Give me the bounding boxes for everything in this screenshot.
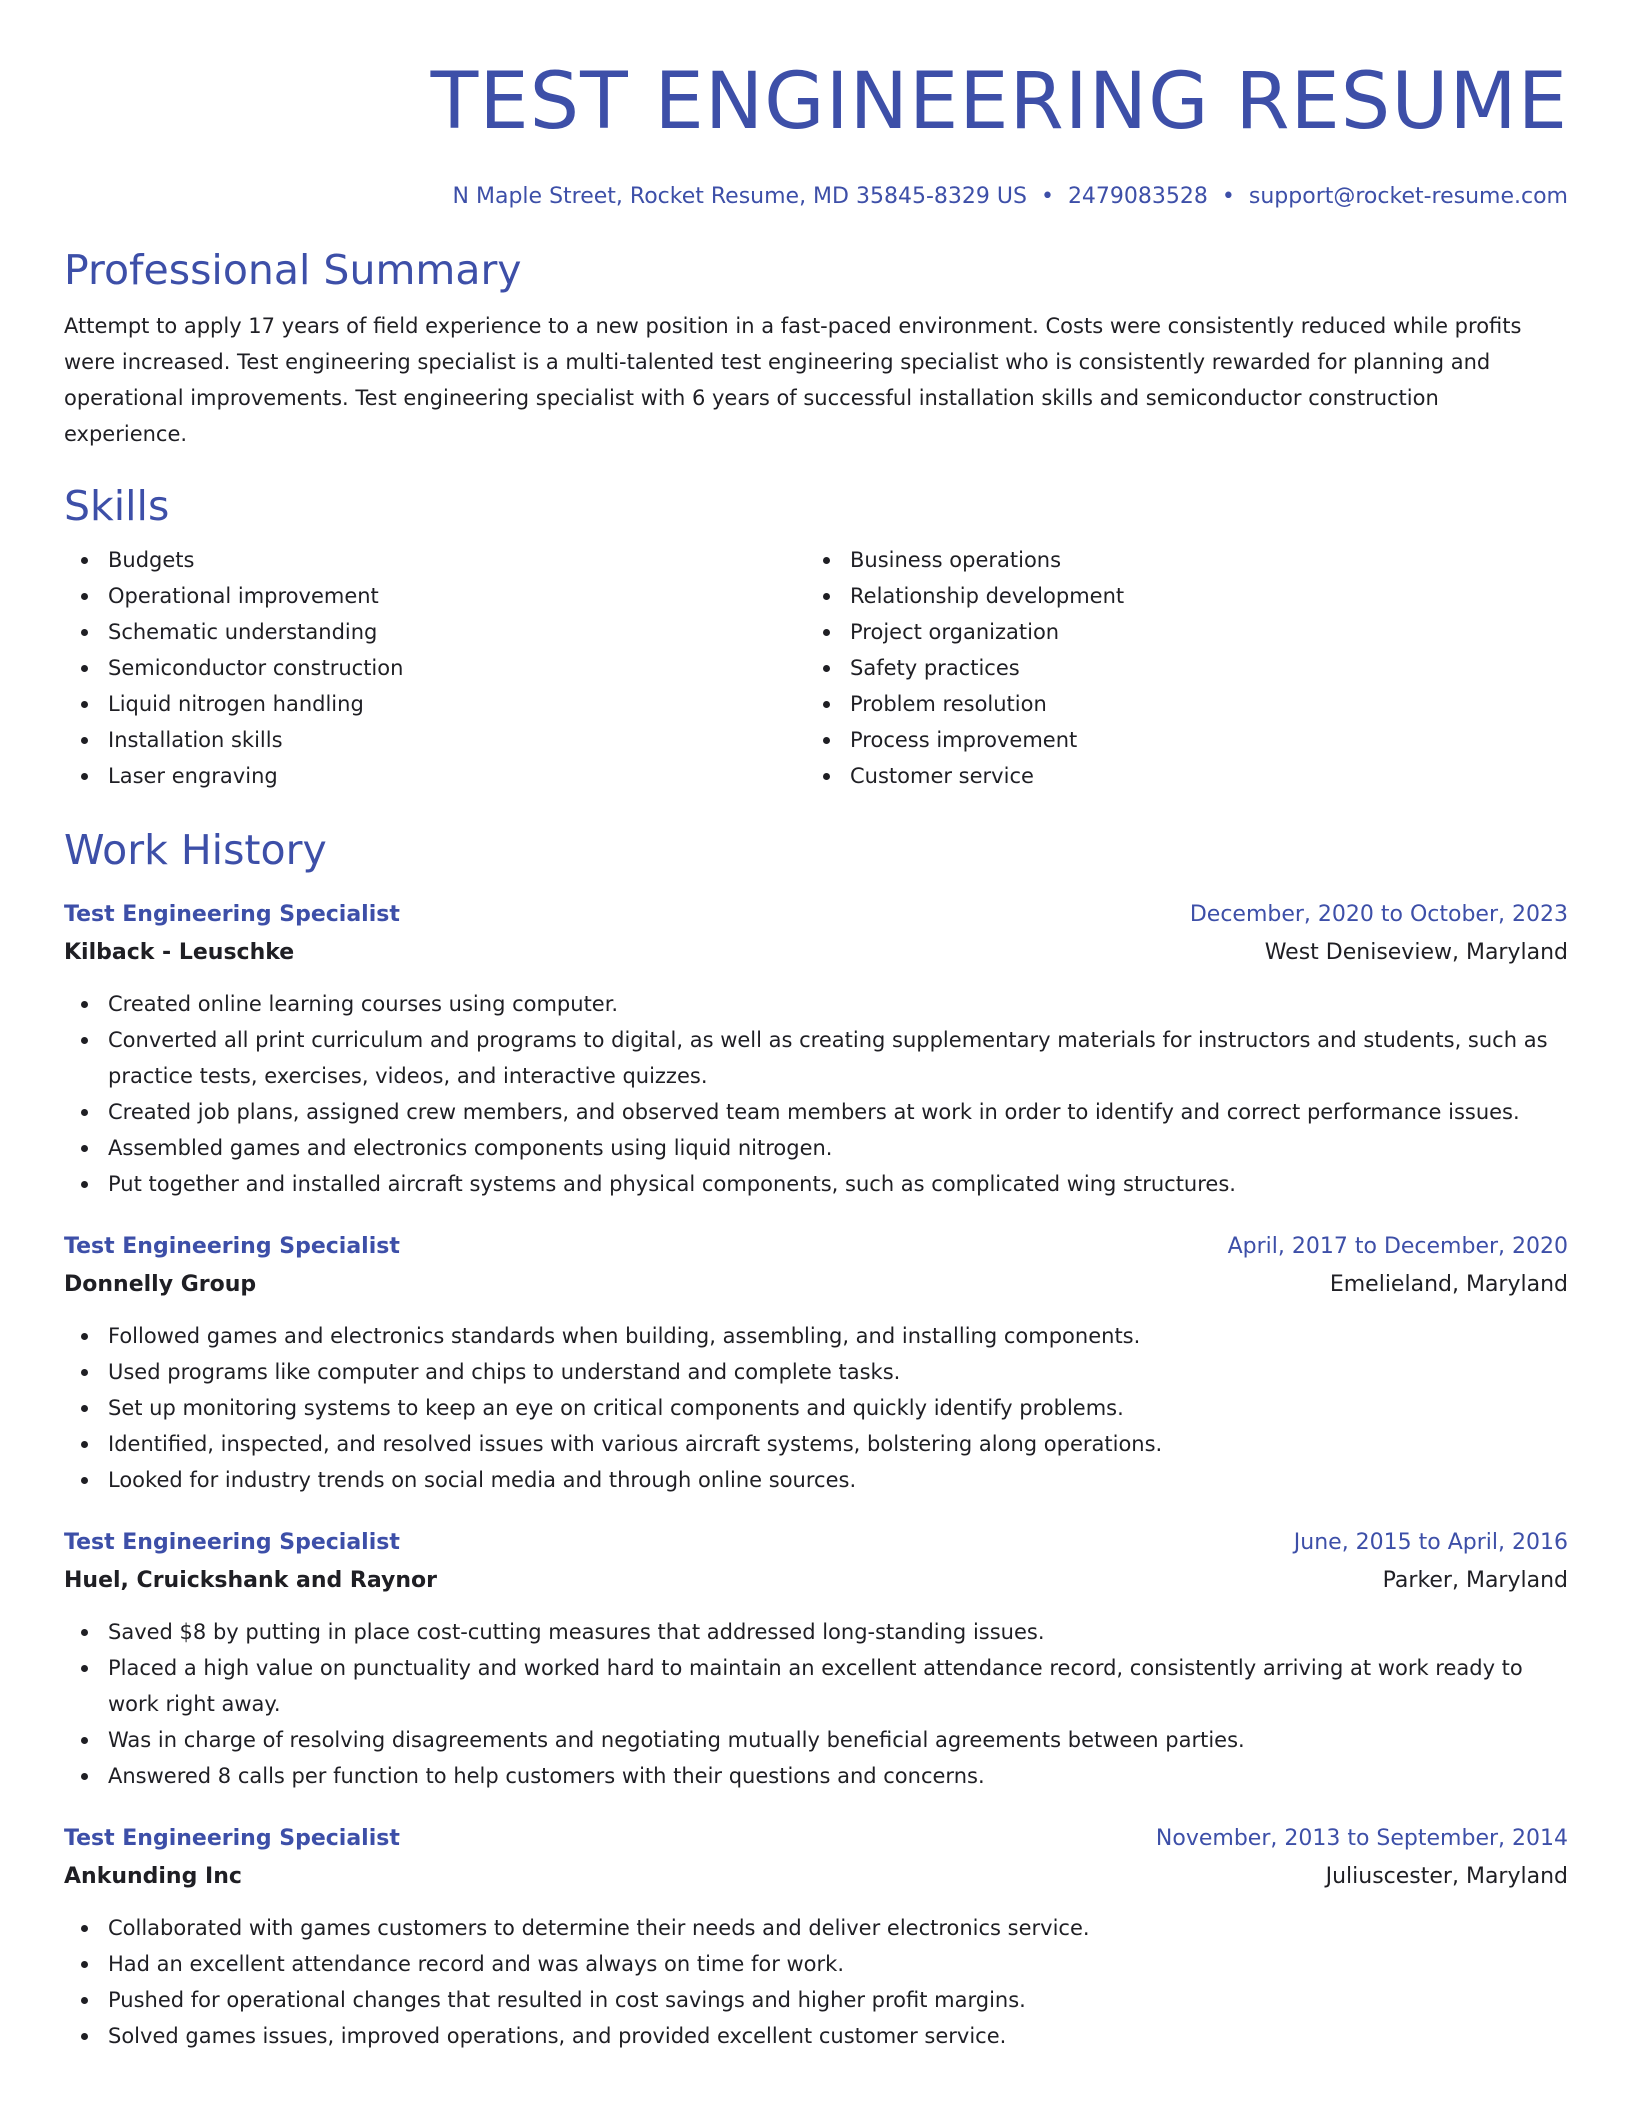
skill-item: Liquid nitrogen handling bbox=[64, 686, 806, 722]
contact-separator: • bbox=[1221, 184, 1235, 209]
job-bullet: Looked for industry trends on social media and through online sources. bbox=[64, 1462, 1568, 1498]
job-bullet: Set up monitoring systems to keep an eye on critical components and quickly identify problems. bbox=[64, 1390, 1568, 1426]
job-title: Test Engineering Specialist bbox=[64, 1234, 400, 1259]
job-bullet: Created online learning courses using computer. bbox=[64, 986, 1568, 1022]
skill-item: Safety practices bbox=[806, 650, 1548, 686]
job-bullet: Assembled games and electronics components using liquid nitrogen. bbox=[64, 1130, 1568, 1166]
skills-heading: Skills bbox=[64, 482, 170, 530]
job-bullet: Put together and installed aircraft systems and physical components, such as complicated wing structures. bbox=[64, 1166, 1568, 1202]
job-dates: June, 2015 to April, 2016 bbox=[1293, 1530, 1568, 1555]
contact-line bbox=[64, 182, 1568, 212]
job-title: Test Engineering Specialist bbox=[64, 1826, 400, 1851]
work-history-heading: Work History bbox=[64, 826, 327, 874]
job-bullet: Had an excellent attendance record and was always on time for work. bbox=[64, 1946, 1568, 1982]
job-bullets bbox=[64, 1318, 1568, 1498]
job-entry bbox=[64, 1524, 1568, 1794]
skills-column-left bbox=[64, 542, 806, 794]
email: support@rocket-resume.com bbox=[1248, 184, 1568, 209]
job-title: Test Engineering Specialist bbox=[64, 902, 400, 927]
job-header bbox=[64, 1524, 1568, 1562]
job-bullet: Saved $8 by putting in place cost-cutting measures that addressed long-standing issues. bbox=[64, 1614, 1568, 1650]
job-subheader bbox=[64, 1562, 1568, 1600]
job-bullet: Converted all print curriculum and programs to digital, as well as creating supplementary materials for instructors and students, such as practice tests, exercises, videos, and interactive quizzes. bbox=[64, 1022, 1568, 1094]
company-name: Ankunding Inc bbox=[64, 1864, 242, 1889]
address: N Maple Street, Rocket Resume, MD 35845-8329 US bbox=[452, 184, 1027, 209]
job-dates: April, 2017 to December, 2020 bbox=[1227, 1234, 1568, 1259]
resume-title: TEST ENGINEERING RESUME bbox=[430, 57, 1568, 147]
job-location: West Deniseview, Maryland bbox=[1264, 940, 1568, 965]
job-location: Parker, Maryland bbox=[1382, 1568, 1568, 1593]
job-subheader bbox=[64, 934, 1568, 972]
job-header bbox=[64, 1820, 1568, 1858]
skill-item: Customer service bbox=[806, 758, 1548, 794]
job-entry bbox=[64, 1820, 1568, 2054]
job-header bbox=[64, 896, 1568, 934]
contact-separator: • bbox=[1040, 184, 1054, 209]
job-subheader bbox=[64, 1858, 1568, 1896]
skill-item: Operational improvement bbox=[64, 578, 806, 614]
job-bullet: Identified, inspected, and resolved issues with various aircraft systems, bolstering along operations. bbox=[64, 1426, 1568, 1462]
job-bullet: Placed a high value on punctuality and worked hard to maintain an excellent attendance record, consistently arriving at work ready to work right away. bbox=[64, 1650, 1568, 1722]
phone: 2479083528 bbox=[1067, 184, 1208, 209]
job-bullet: Used programs like computer and chips to understand and complete tasks. bbox=[64, 1354, 1568, 1390]
skills-list bbox=[64, 542, 1568, 794]
job-bullets bbox=[64, 986, 1568, 1202]
job-bullet: Pushed for operational changes that resulted in cost savings and higher profit margins. bbox=[64, 1982, 1568, 2018]
skill-item: Laser engraving bbox=[64, 758, 806, 794]
skill-item: Problem resolution bbox=[806, 686, 1548, 722]
job-dates: December, 2020 to October, 2023 bbox=[1189, 902, 1568, 927]
job-location: Emelieland, Maryland bbox=[1329, 1272, 1568, 1297]
skill-item: Process improvement bbox=[806, 722, 1548, 758]
company-name: Huel, Cruickshank and Raynor bbox=[64, 1568, 437, 1593]
job-bullet: Collaborated with games customers to determine their needs and deliver electronics service. bbox=[64, 1910, 1568, 1946]
skill-item: Semiconductor construction bbox=[64, 650, 806, 686]
skill-item: Installation skills bbox=[64, 722, 806, 758]
job-entry bbox=[64, 1228, 1568, 1498]
job-title: Test Engineering Specialist bbox=[64, 1530, 400, 1555]
job-bullets bbox=[64, 1910, 1568, 2054]
job-entry bbox=[64, 896, 1568, 1202]
job-location: Juliuscester, Maryland bbox=[1325, 1864, 1568, 1889]
job-subheader bbox=[64, 1266, 1568, 1304]
job-bullet: Solved games issues, improved operations, and provided excellent customer service. bbox=[64, 2018, 1568, 2054]
job-header bbox=[64, 1228, 1568, 1266]
job-bullet: Answered 8 calls per function to help customers with their questions and concerns. bbox=[64, 1758, 1568, 1794]
job-bullet: Created job plans, assigned crew members, and observed team members at work in order to identify and correct performance issues. bbox=[64, 1094, 1568, 1130]
summary-text: Attempt to apply 17 years of field experience to a new position in a fast-paced environment. Costs were consistently reduced while profits were increased. Test engineering specialist is a multi-talented test engineering specialist who is consistently rewarded for planning and operational improvements. Test engineering specialist with 6 years of successful installation skills and semiconductor construction experience. bbox=[64, 314, 1522, 446]
summary-heading: Professional Summary bbox=[64, 246, 522, 294]
skill-item: Project organization bbox=[806, 614, 1548, 650]
skill-item: Budgets bbox=[64, 542, 806, 578]
skill-item: Relationship development bbox=[806, 578, 1548, 614]
skills-column-right bbox=[806, 542, 1548, 794]
job-dates: November, 2013 to September, 2014 bbox=[1155, 1826, 1568, 1851]
job-bullet: Was in charge of resolving disagreements and negotiating mutually beneficial agreements between parties. bbox=[64, 1722, 1568, 1758]
skill-item: Business operations bbox=[806, 542, 1548, 578]
skill-item: Schematic understanding bbox=[64, 614, 806, 650]
company-name: Donnelly Group bbox=[64, 1272, 257, 1297]
company-name: Kilback - Leuschke bbox=[64, 940, 295, 965]
job-bullets bbox=[64, 1614, 1568, 1794]
job-bullet: Followed games and electronics standards when building, assembling, and installing components. bbox=[64, 1318, 1568, 1354]
